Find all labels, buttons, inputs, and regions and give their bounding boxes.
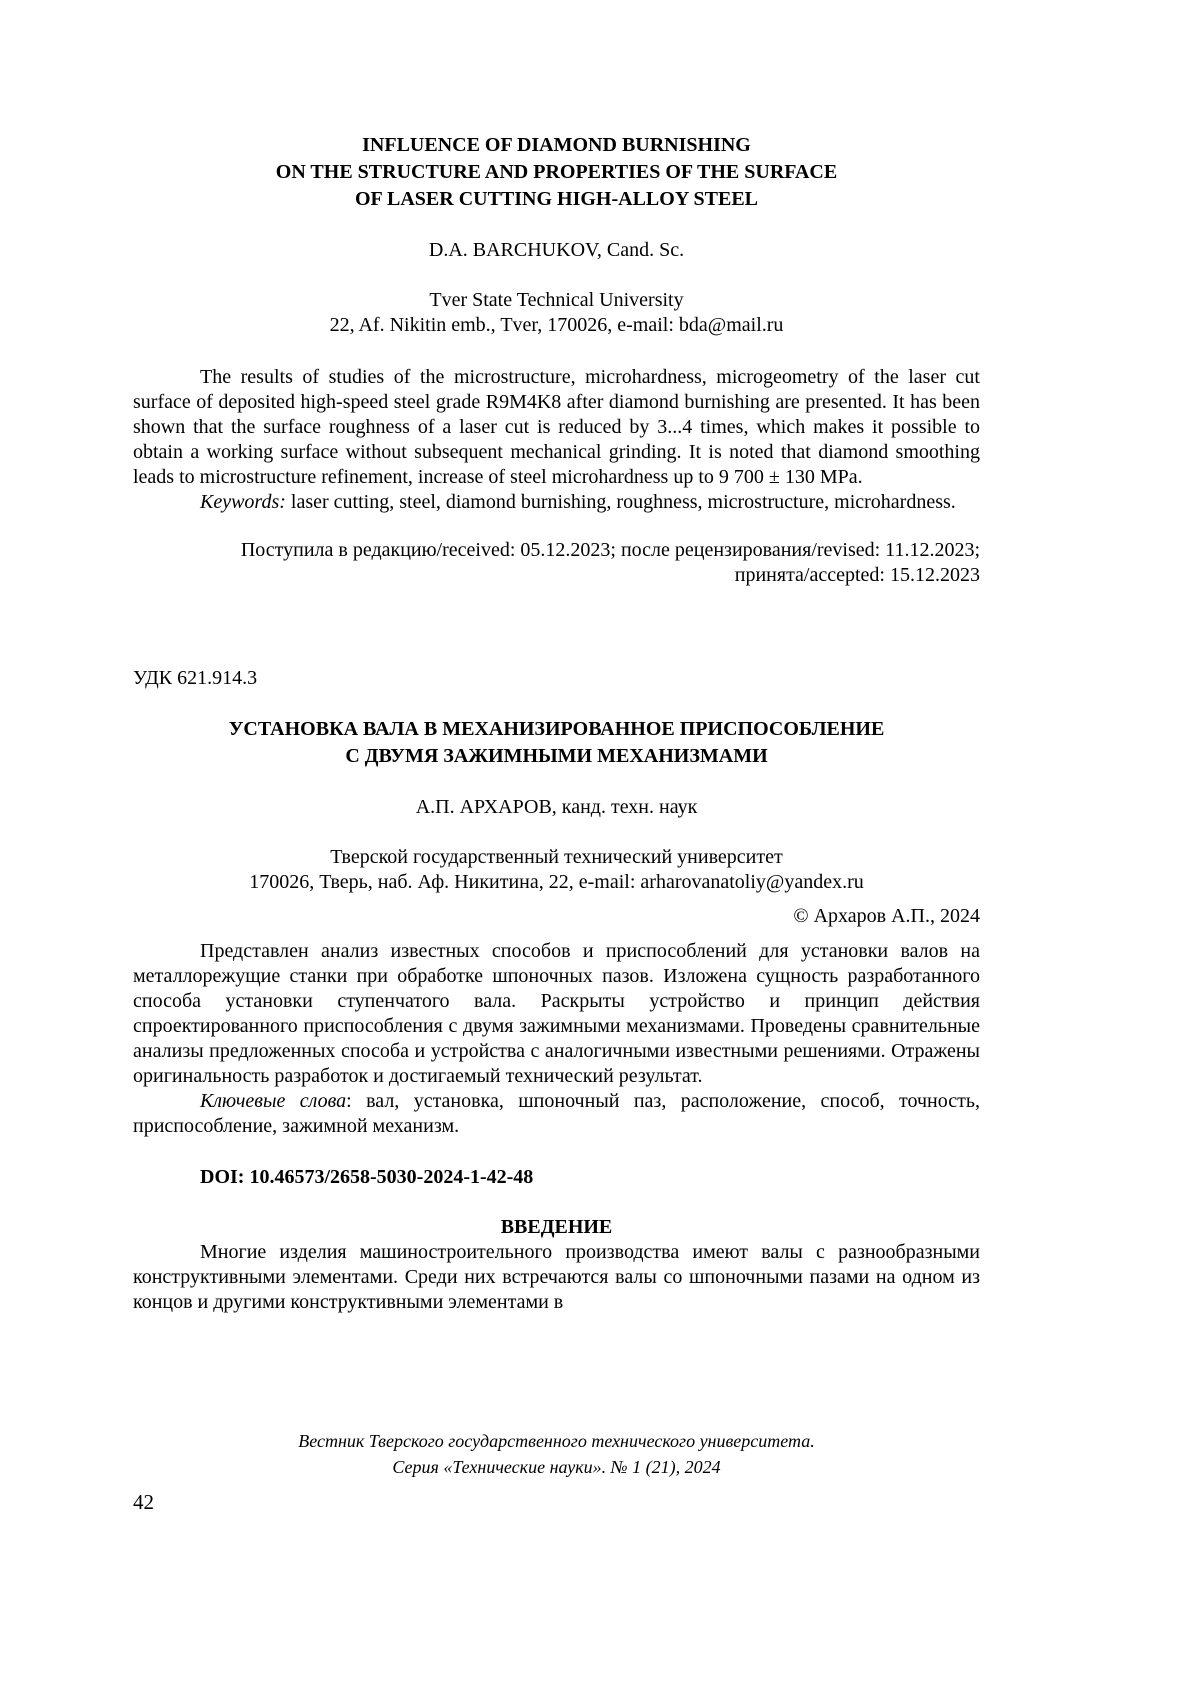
- russian-keywords-text: : вал, установка, шпоночный паз, расположение, способ, точность, приспособление, зажимной механизм.: [133, 1090, 980, 1137]
- russian-keywords: [133, 1089, 980, 1139]
- doi-line: DOI: 10.46573/2658-5030-2024-1-42-48: [200, 1166, 534, 1188]
- english-title-line-3: OF LASER CUTTING HIGH-ALLOY STEEL: [354, 188, 759, 210]
- english-keywords: [133, 490, 980, 515]
- udc-number: УДК 621.914.3: [133, 667, 258, 689]
- english-affiliation-line-1: Tver State Technical University: [429, 289, 684, 311]
- english-title-line-2: ON THE STRUCTURE AND PROPERTIES OF THE SURFACE: [275, 161, 838, 183]
- section-heading-introduction: ВВЕДЕНИЕ: [500, 1216, 613, 1238]
- russian-keywords-label: Ключевые слова: [200, 1090, 347, 1112]
- russian-article-title: [133, 716, 980, 770]
- submission-dates-line-1: Поступила в редакцию/received: 05.12.2023; после рецензирования/revised: 11.12.2023;: [240, 539, 980, 561]
- introduction-paragraph: Многие изделия машиностроительного производства имеют валы с разнообразными конструктивными элементами. Среди них встречаются валы со шпоночными пазами на одном из концов и другими конструктивными элементами в: [133, 1241, 980, 1313]
- english-author: D.A. BARCHUKOV, Cand. Sc.: [428, 239, 685, 261]
- russian-title-line-2: С ДВУМЯ ЗАЖИМНЫМИ МЕХАНИЗМАМИ: [345, 745, 768, 767]
- russian-abstract: Представлен анализ известных способов и приспособлений для установки валов на металлорежущие станки при обработке шпоночных пазов. Изложена сущность разработанного способа установки ступенчатого вала. Раскрыты устройство и принцип действия спроектированного приспособления с двумя зажимными механизмами. Проведены сравнительные анализы предложенных способа и устройства с аналогичными известными решениями. Отражены оригинальность разработок и достигаемый технический результат.: [133, 940, 980, 1087]
- copyright-line: © Архаров А.П., 2024: [793, 905, 980, 927]
- submission-dates: [133, 538, 980, 588]
- english-affiliation: [133, 288, 980, 338]
- english-abstract: The results of studies of the microstructure, microhardness, microgeometry of the laser cut surface of deposited high-speed steel grade R9M4K8 after diamond burnishing are presented. It has been shown that the surface roughness of a laser cut is reduced by 3...4 times, which makes it possible to obtain a working surface without subsequent mechanical grinding. It is noted that diamond smoothing leads to microstructure refinement, increase of steel microhardness up to 9 700 ± 130 MPa.: [133, 366, 980, 488]
- russian-title-line-1: УСТАНОВКА ВАЛА В МЕХАНИЗИРОВАННОЕ ПРИСПОСОБЛЕНИЕ: [228, 718, 885, 740]
- journal-footer-line-1: Вестник Тверского государственного технического университета.: [298, 1431, 815, 1451]
- page-number: 42: [133, 1490, 154, 1514]
- journal-footer-line-2: Серия «Технические науки». № 1 (21), 2024: [392, 1457, 721, 1477]
- submission-dates-line-2: принята/accepted: 15.12.2023: [734, 564, 980, 586]
- english-affiliation-line-2: 22, Af. Nikitin emb., Tver, 170026, e-mail: bda@mail.ru: [329, 314, 784, 336]
- english-article-title: [133, 132, 980, 213]
- russian-affiliation-line-1: Тверской государственный технический университет: [330, 846, 783, 868]
- english-keywords-label: Keywords:: [200, 491, 286, 513]
- journal-footer: [133, 1428, 980, 1480]
- russian-affiliation-line-2: 170026, Тверь, наб. Аф. Никитина, 22, e-mail: arharovanatoliy@yandex.ru: [249, 871, 864, 893]
- english-title-line-1: INFLUENCE OF DIAMOND BURNISHING: [362, 134, 751, 156]
- russian-author: А.П. АРХАРОВ, канд. техн. наук: [415, 796, 698, 818]
- russian-affiliation: [133, 845, 980, 895]
- english-keywords-text: laser cutting, steel, diamond burnishing, roughness, microstructure, microhardness.: [285, 491, 956, 513]
